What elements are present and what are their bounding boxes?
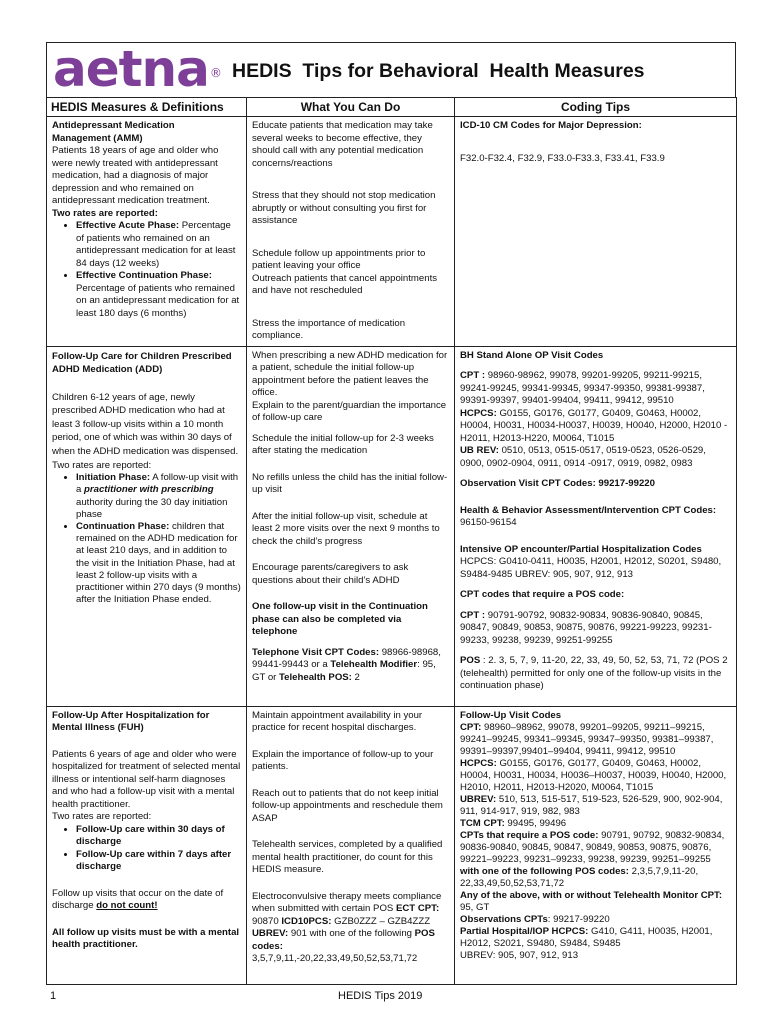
list-item: • Follow-Up care within 30 days of discharge <box>76 824 241 849</box>
header <box>46 42 736 97</box>
document-page <box>46 42 736 982</box>
list-item: • Effective Acute Phase: Percentage of patients who remained on an antidepressant medication for at least 84 days (12 weeks) <box>76 220 241 270</box>
table-header-row <box>47 98 737 117</box>
fuh-definition: Follow-Up After Hospitalization for Mental Illness (FUH) Patients 6 years of age and older who were hospitalized for treatment of selected mental illness or intentional self-harm diagnoses and who had a follow-up visit with a mental health practitioner. Two rates are reported: • Follow-Up care within 30 days of discharge • Follow-Up care within 7 days after discharge Follow up visits that occur on the date of discharge do not count! All follow up visits must be with a mental health practitioner. <box>47 706 247 984</box>
amm-coding: ICD-10 CM Codes for Major Depression: F32.0-F32.4, F32.9, F33.0-F33.3, F33.41, F33.9 <box>455 117 737 347</box>
measures-table <box>46 97 737 985</box>
add-coding: BH Stand Alone OP Visit Codes CPT : 98960-98962, 99078, 99201-99205, 99211-99215, 99241-99245, 99341-99345, 99347-99350, 99381-99387, 99391-99397, 99401-99404, 99411, 99412, 99510 HCPCS: G0155, G0176, G0177, G0409, G0463, H0002, H0004, H0031, H0034-H0037, H0039, H0040, H2000, H2010 -H2011, H2013-H220, M0064, T1015 UB REV: 0510, 0513, 0515-0517, 0519-0523, 0526-0529, 0900, 0902-0904, 0911, 0914 -0917, 0919, 0982, 0983 Observation Visit CPT Codes: 99217-99220 Health & Behavior Assessment/Intervention CPT Codes: 96150-96154 Intensive OP encounter/Partial Hospitalization Codes HCPCS: G0410-0411, H0035, H2001, H2012, S0201, S9480, S9484-9485 UBREV: 905, 907, 912, 913 CPT codes that require a POS code: CPT : 90791-90792, 90832-90834, 90836-90840, 90845, 90847, 90849, 90853, 90875, 90876, 99221-99223, 99231-99233, 99238, 99239, 99251-99255 POS : 2. 3, 5, 7, 9, 11-20, 22, 33, 49, 50, 52, 53, 71, 72 (POS 2 (telehealth) permitted for only one of the follow-up visits in the continuation phase) <box>455 346 737 706</box>
amm-definition: Antidepressant Medication Management (AMM) Patients 18 years of age and older who were newly treated with antidepressant medication, had a diagnosis of major depression and who remained on antidepressant medication treatment. Two rates are reported: • Effective Acute Phase: Percentage of patients who remained on an antidepressant medication for at least 84 days (12 weeks) • Effective Continuation Phase: Percentage of patients who remained on an antidepressant medication for at least 180 days (6 months) <box>47 117 247 347</box>
table-row-add <box>47 346 737 706</box>
list-item: • Follow-Up care within 7 days after discharge <box>76 849 241 874</box>
fuh-coding: Follow-Up Visit Codes CPT: 98960–98962, 99078, 99201–99205, 99211–99215, 99241–99245, 99341–99345, 99347–99350, 99381–99387, 99391–99397,99401–99404, 99411, 99412, 99510 HCPCS: G0155, G0176, G0177, G0409, G0463, H0002, H0004, H0031, H0034, H0036–H0037, H0039, H0040, H2000, H2010, H2011, H2013-H2020, M0064, T1015 UBREV: 510, 513, 515-517, 519-523, 526-529, 900, 902-904, 911, 914-917, 919, 982, 983 TCM CPT: 99495, 99496 CPTs that require a POS code: 90791, 90792, 90832-90834, 90836-90840, 90845, 90847, 90849, 90853, 90875, 90876, 99221–99223, 99231–99233, 99238, 99239, 99251–99255 with one of the following POS codes: 2,3,5,7,9,11-20, 22,33,49,50,52,53,71,72 Any of the above, with or without Telehealth Monitor CPT: 95, GT Observations CPTs: 99217-99220 Partial Hospital/IOP HCPCS: G410, G411, H0035, H2001, H2012, S2021, S9480, S9484, S9485 UBREV: 905, 907, 912, 913 <box>455 706 737 984</box>
aetna-logo: aetna® <box>53 40 221 98</box>
list-item: • Continuation Phase: children that remained on the ADHD medication for at least 210 days, and in addition to the visit in the Initiation Phase, had at least 2 follow-up visits with a practitioner within 270 days (9 months) after the Initiation Phase ended. <box>76 521 241 606</box>
page-number: 1 <box>50 990 57 1002</box>
table-row-fuh <box>47 706 737 984</box>
amm-actions: Educate patients that medication may take several weeks to become effective, they should call with any potential medication concerns/reactions Stress that they should not stop medication abruptly or without consulting you first for assistance Schedule follow up appointments prior to patient leaving your office Outreach patients that cancel appointments and have not rescheduled Stress the importance of medication compliance. <box>247 117 455 347</box>
footer-title: HEDIS Tips 2019 <box>338 990 423 1002</box>
table-row-amm <box>47 117 737 347</box>
add-definition: Follow-Up Care for Children Prescribed ADHD Medication (ADD) Children 6-12 years of age, newly prescribed ADHD medication who had at least 3 follow-up visits within a 10 month period, one of which was within 30 days of when the ADHD medication was dispensed. Two rates are reported: • Initiation Phase: A follow-up visit with a practitioner with prescribing authority during the 30 day initiation phase • Continuation Phase: children that remained on the ADHD medication for at least 210 days, and in addition to the visit in the Initiation Phase, had at least 2 follow-up visits with a practitioner within 270 days (9 months) after the Initiation Phase ended. <box>47 346 247 706</box>
page-title: HEDIS Tips for Behavioral Health Measures <box>232 60 645 82</box>
list-item: • Effective Continuation Phase: Percentage of patients who remained on an antidepressant medication for at least 180 days (6 months) <box>76 270 241 320</box>
col-header-what: What You Can Do <box>247 98 455 117</box>
col-header-coding: Coding Tips <box>455 98 737 117</box>
col-header-measures: HEDIS Measures & Definitions <box>47 98 247 117</box>
add-actions: When prescribing a new ADHD medication for a patient, schedule the initial follow-up appointment before the patient leaves the office. Explain to the parent/guardian the importance of follow-up care Schedule the initial follow-up for 2-3 weeks after stating the medication No refills unless the child has the initial follow-up visit After the initial follow-up visit, schedule at least 2 more visits over the next 9 months to check the child’s progress Encourage parents/caregivers to ask questions about their child’s ADHD One follow-up visit in the Continuation phase can also be completed via telephone Telephone Visit CPT Codes: 98966-98968, 99441-99443 or a Telehealth Modifier: 95, GT or Telehealth POS: 2 <box>247 346 455 706</box>
list-item: • Initiation Phase: A follow-up visit with a practitioner with prescribing authority during the 30 day initiation phase <box>76 472 241 521</box>
fuh-actions: Maintain appointment availability in your practice for recent hospital discharges. Explain the importance of follow-up to your patients. Reach out to patients that do not keep initial follow-up appointments and reschedule them ASAP Telehealth services, completed by a qualified mental health practitioner, do count for this HEDIS measure. Electroconvulsive therapy meets compliance when submitted with certain POS ECT CPT: 90870 ICD10PCS: GZB0ZZZ – GZB4ZZZ UBREV: 901 with one of the following POS codes: 3,5,7,9,11,-20,22,33,49,50,52,53,71,72 <box>247 706 455 984</box>
